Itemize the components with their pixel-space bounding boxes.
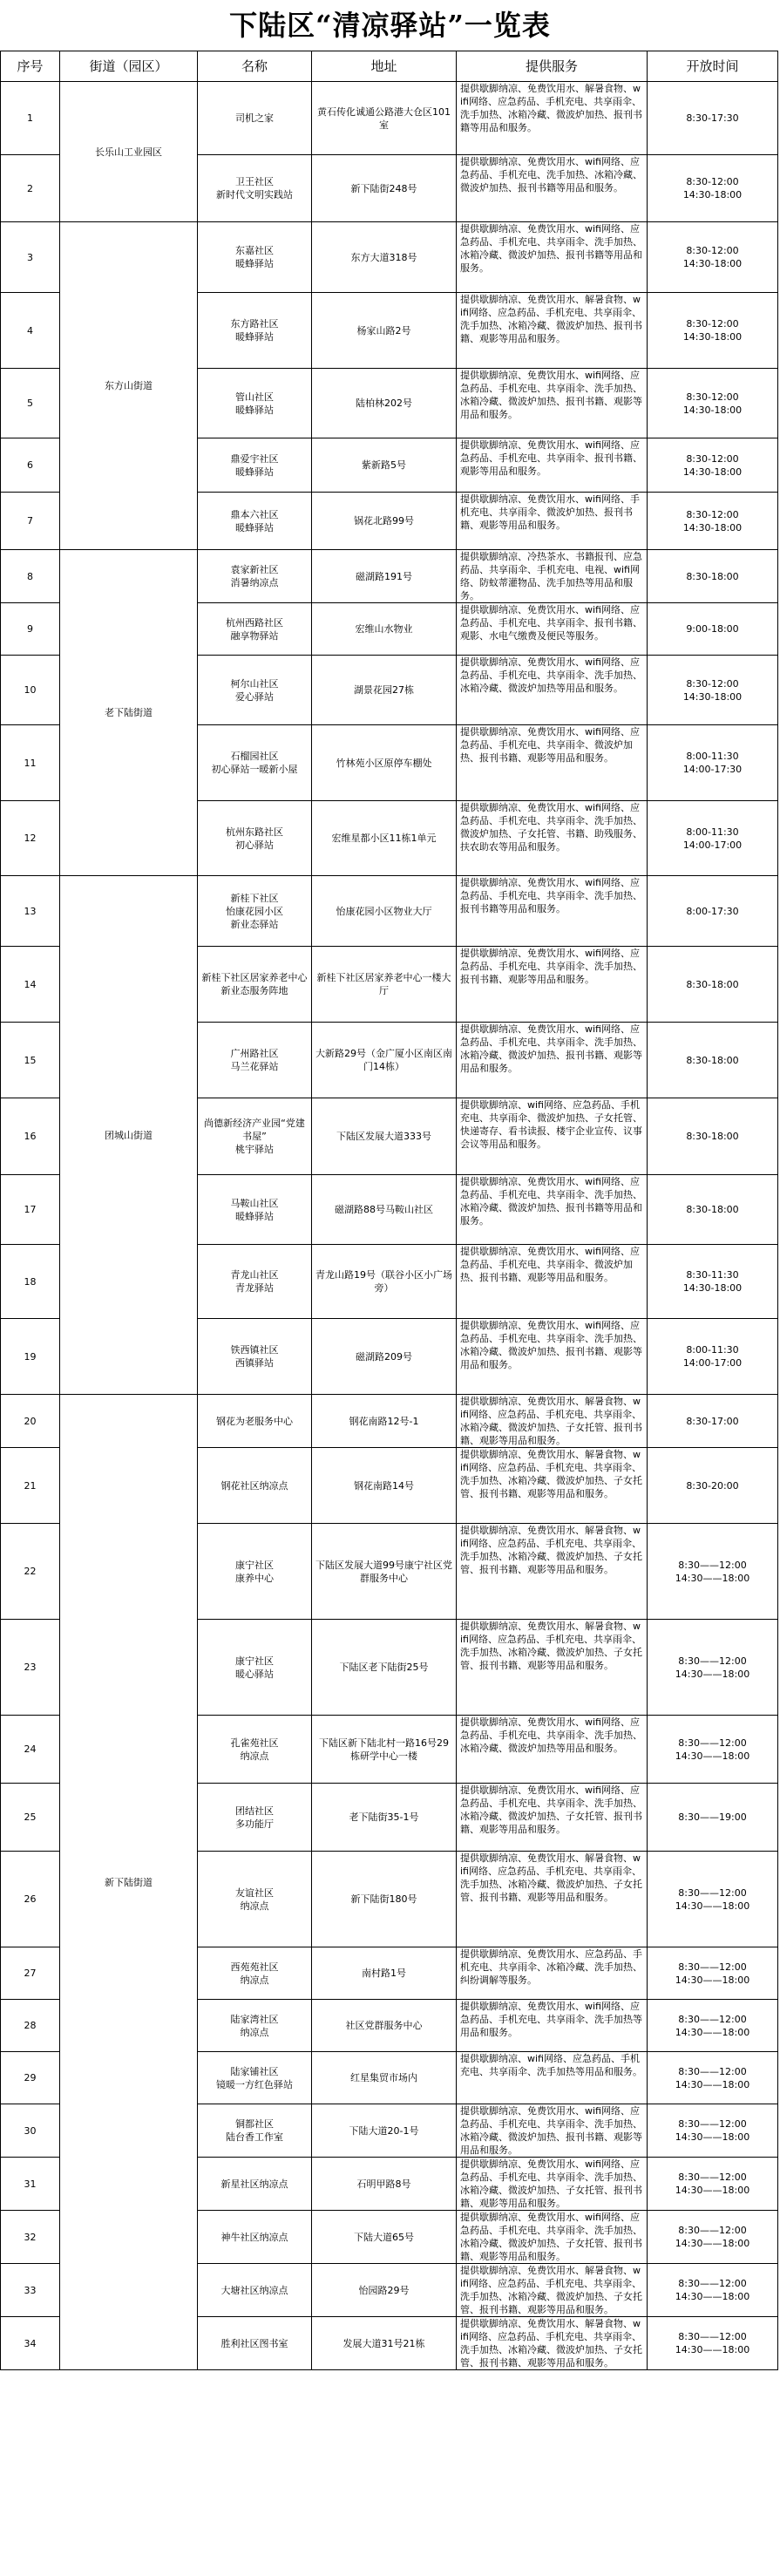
- name-cell: 袁家新社区 消暑纳凉点: [198, 550, 312, 603]
- row-number-cell: 27: [1, 1947, 60, 2000]
- table-body: [1, 82, 778, 2370]
- address-cell: 大新路29号（金广厦小区南区南门14栋）: [312, 1023, 457, 1098]
- service-cell: 提供歇脚纳凉、免费饮用水、解暑食物、wifi网络、应急药品、手机充电、共享雨伞、洗手加热、冰箱冷藏、微波炉加热、子女托管、报刊书籍、观影等用品和服务。: [457, 2264, 648, 2317]
- address-cell: 湖景花园27栋: [312, 656, 457, 725]
- row-number-cell: 15: [1, 1023, 60, 1098]
- name-cell: 康宁社区 暖心驿站: [198, 1620, 312, 1716]
- row-number-cell: 4: [1, 293, 60, 369]
- name-cell: 神牛社区纳凉点: [198, 2211, 312, 2264]
- address-cell: 怡康花园小区物业大厅: [312, 876, 457, 947]
- hours-cell: 8:30-18:00: [648, 550, 778, 603]
- header-no: 序号: [1, 51, 60, 82]
- service-cell: 提供歇脚纳凉、免费饮用水、wifi网络、应急药品、手机充电、共享雨伞、洗手加热、冰箱冷藏、微波炉加热、报刊书籍、观影等用品和服务。: [457, 1023, 648, 1098]
- station-table: [0, 51, 778, 2370]
- header-row: [1, 51, 778, 82]
- hours-cell: 8:30-17:30: [648, 82, 778, 155]
- street-cell: 团城山街道: [60, 876, 198, 1395]
- row-number-cell: 10: [1, 656, 60, 725]
- table-row: [1, 550, 778, 603]
- address-cell: 钢花南路12号-1: [312, 1395, 457, 1448]
- address-cell: 杨家山路2号: [312, 293, 457, 369]
- address-cell: 下陆大道65号: [312, 2211, 457, 2264]
- address-cell: 南村路1号: [312, 1947, 457, 2000]
- hours-cell: 8:30-12:00 14:30-18:00: [648, 438, 778, 493]
- row-number-cell: 3: [1, 222, 60, 293]
- hours-cell: 8:00-17:30: [648, 876, 778, 947]
- name-cell: 新桂下社区居家养老中心新业态服务阵地: [198, 947, 312, 1023]
- hours-cell: 8:30——19:00: [648, 1784, 778, 1852]
- name-cell: 鼎爱宇社区 暖蜂驿站: [198, 438, 312, 493]
- row-number-cell: 18: [1, 1245, 60, 1319]
- service-cell: 提供歇脚纳凉、免费饮用水、wifi网络、应急药品、手机充电、共享雨伞、洗手加热、冰箱冷藏、微波炉加热等用品和服务。: [457, 656, 648, 725]
- hours-cell: 8:30-12:00 14:30-18:00: [648, 293, 778, 369]
- hours-cell: 8:00-11:30 14:00-17:30: [648, 725, 778, 801]
- address-cell: 黄石传化诚通公路港大仓区101室: [312, 82, 457, 155]
- name-cell: 卫王社区 新时代文明实践站: [198, 155, 312, 222]
- row-number-cell: 24: [1, 1716, 60, 1784]
- address-cell: 红星集贸市场内: [312, 2052, 457, 2104]
- hours-cell: 8:30——12:00 14:30——18:00: [648, 2317, 778, 2370]
- service-cell: 提供歇脚纳凉、免费饮用水、wifi网络、应急药品、手机充电、共享雨伞、报刊书籍、观影等用品和服务。: [457, 438, 648, 493]
- address-cell: 钢花南路14号: [312, 1448, 457, 1524]
- hours-cell: 8:30——12:00 14:30——18:00: [648, 1620, 778, 1716]
- row-number-cell: 7: [1, 493, 60, 550]
- name-cell: 新桂下社区 怡康花园小区 新业态驿站: [198, 876, 312, 947]
- name-cell: 胜利社区图书室: [198, 2317, 312, 2370]
- address-cell: 磁湖路209号: [312, 1319, 457, 1395]
- row-number-cell: 29: [1, 2052, 60, 2104]
- hours-cell: 8:30-18:00: [648, 1175, 778, 1245]
- hours-cell: 8:00-11:30 14:00-17:00: [648, 1319, 778, 1395]
- service-cell: 提供歇脚纳凉、免费饮用水、wifi网络、应急药品、手机充电、共享雨伞、洗手加热、冰箱冷藏、微波炉加热、子女托管、报刊书籍、观影等用品和服务。: [457, 2158, 648, 2211]
- row-number-cell: 25: [1, 1784, 60, 1852]
- street-cell: 新下陆街道: [60, 1395, 198, 2370]
- row-number-cell: 8: [1, 550, 60, 603]
- street-cell: 东方山街道: [60, 222, 198, 550]
- address-cell: 发展大道31号21栋: [312, 2317, 457, 2370]
- address-cell: 新下陆街248号: [312, 155, 457, 222]
- service-cell: 提供歇脚纳凉、免费饮用水、解暑食物、wifi网络、应急药品、手机充电、共享雨伞、洗手加热、冰箱冷藏、微波炉加热、子女托管、报刊书籍、观影等用品和服务。: [457, 2317, 648, 2370]
- name-cell: 钢花为老服务中心: [198, 1395, 312, 1448]
- service-cell: 提供歇脚纳凉、免费饮用水、应急药品、手机充电、共享雨伞、冰箱冷藏、洗手加热、纠纷调解等服务。: [457, 1947, 648, 2000]
- row-number-cell: 23: [1, 1620, 60, 1716]
- hours-cell: 8:30——12:00 14:30——18:00: [648, 2264, 778, 2317]
- row-number-cell: 14: [1, 947, 60, 1023]
- header-name: 名称: [198, 51, 312, 82]
- name-cell: 青龙山社区 青龙驿站: [198, 1245, 312, 1319]
- hours-cell: 8:30-12:00 14:30-18:00: [648, 493, 778, 550]
- name-cell: 东方路社区 暖蜂驿站: [198, 293, 312, 369]
- row-number-cell: 2: [1, 155, 60, 222]
- address-cell: 紫新路5号: [312, 438, 457, 493]
- service-cell: 提供歇脚纳凉、免费饮用水、wifi网络、应急药品、手机充电、共享雨伞、洗手加热等用品和服务。: [457, 2000, 648, 2052]
- name-cell: 东嘉社区 暖蜂驿站: [198, 222, 312, 293]
- service-cell: 提供歇脚纳凉、wifi网络、应急药品、手机充电、共享雨伞、微波炉加热、子女托管、快递寄存、看书读报、楼宇企业宣传、议事会议等用品和服务。: [457, 1098, 648, 1175]
- row-number-cell: 1: [1, 82, 60, 155]
- address-cell: 青龙山路19号（联谷小区小广场旁）: [312, 1245, 457, 1319]
- hours-cell: 8:30-11:30 14:30-18:00: [648, 1245, 778, 1319]
- street-cell: 长乐山工业园区: [60, 82, 198, 222]
- row-number-cell: 33: [1, 2264, 60, 2317]
- service-cell: 提供歇脚纳凉、免费饮用水、wifi网络、应急药品、手机充电、共享雨伞、报刊书籍、观影、水电气缴费及便民等服务。: [457, 603, 648, 656]
- table-row: [1, 876, 778, 947]
- name-cell: 康宁社区 康养中心: [198, 1524, 312, 1620]
- service-cell: 提供歇脚纳凉、wifi网络、应急药品、手机充电、共享雨伞、洗手加热等用品和服务。: [457, 2052, 648, 2104]
- service-cell: 提供歇脚纳凉、免费饮用水、wifi网络、应急药品、手机充电、共享雨伞、洗手加热、冰箱冷藏、微波炉加热等用品和服务。: [457, 1716, 648, 1784]
- table-row: [1, 1395, 778, 1448]
- service-cell: 提供歇脚纳凉、免费饮用水、wifi网络、应急药品、手机充电、共享雨伞、洗手加热、冰箱冷藏、微波炉加热、报刊书籍、观影等用品和服务。: [457, 1319, 648, 1395]
- header-hours: 开放时间: [648, 51, 778, 82]
- address-cell: 下陆区新下陆北村一路16号29栋研学中心一楼: [312, 1716, 457, 1784]
- service-cell: 提供歇脚纳凉、免费饮用水、wifi网络、应急药品、手机充电、共享雨伞、洗手加热、冰箱冷藏、微波炉加热、子女托管、报刊书籍、观影等用品和服务。: [457, 1784, 648, 1852]
- address-cell: 竹林苑小区原停车棚处: [312, 725, 457, 801]
- row-number-cell: 26: [1, 1852, 60, 1947]
- service-cell: 提供歇脚纳凉、免费饮用水、wifi网络、应急药品、手机充电、洗手加热、冰箱冷藏、微波炉加热、报刊书籍等用品和服务。: [457, 155, 648, 222]
- name-cell: 广州路社区 马兰花驿站: [198, 1023, 312, 1098]
- address-cell: 下陆区发展大道333号: [312, 1098, 457, 1175]
- page-title: 下陆区“清凉驿站”一览表: [229, 9, 551, 42]
- row-number-cell: 34: [1, 2317, 60, 2370]
- name-cell: 孔雀苑社区 纳凉点: [198, 1716, 312, 1784]
- hours-cell: 8:30-12:00 14:30-18:00: [648, 369, 778, 438]
- address-cell: 宏维山水物业: [312, 603, 457, 656]
- address-cell: 锅花北路99号: [312, 493, 457, 550]
- name-cell: 铁西镇社区 西镇驿站: [198, 1319, 312, 1395]
- street-cell: 老下陆街道: [60, 550, 198, 876]
- name-cell: 陆家铺社区 镜暖一方红色驿站: [198, 2052, 312, 2104]
- name-cell: 西苑苑社区 纳凉点: [198, 1947, 312, 2000]
- name-cell: 陆家湾社区 纳凉点: [198, 2000, 312, 2052]
- name-cell: 马鞍山社区 暖蜂驿站: [198, 1175, 312, 1245]
- service-cell: 提供歇脚纳凉、免费饮用水、wifi网络、应急药品、手机充电、共享雨伞、洗手加热、报刊书籍、观影等用品和服务。: [457, 947, 648, 1023]
- address-cell: 社区党群服务中心: [312, 2000, 457, 2052]
- name-cell: 杭州东路社区 初心驿站: [198, 801, 312, 876]
- hours-cell: 8:30-20:00: [648, 1448, 778, 1524]
- hours-cell: 8:30——12:00 14:30——18:00: [648, 2211, 778, 2264]
- row-number-cell: 21: [1, 1448, 60, 1524]
- row-number-cell: 20: [1, 1395, 60, 1448]
- hours-cell: 8:30-12:00 14:30-18:00: [648, 656, 778, 725]
- address-cell: 东方大道318号: [312, 222, 457, 293]
- hours-cell: 9:00-18:00: [648, 603, 778, 656]
- address-cell: 怡园路29号: [312, 2264, 457, 2317]
- address-cell: 石明甲路8号: [312, 2158, 457, 2211]
- row-number-cell: 32: [1, 2211, 60, 2264]
- address-cell: 新下陆街180号: [312, 1852, 457, 1947]
- name-cell: 友谊社区 纳凉点: [198, 1852, 312, 1947]
- hours-cell: 8:30-12:00 14:30-18:00: [648, 155, 778, 222]
- address-cell: 下陆区发展大道99号康宁社区党群服务中心: [312, 1524, 457, 1620]
- row-number-cell: 5: [1, 369, 60, 438]
- service-cell: 提供歇脚纳凉、免费饮用水、解暑食物、wifi网络、应急药品、手机充电、共享雨伞、洗手加热、冰箱冷藏、微波炉加热、子女托管、报刊书籍、观影等用品和服务。: [457, 1448, 648, 1524]
- address-cell: 磁湖路88号马鞍山社区: [312, 1175, 457, 1245]
- hours-cell: 8:30-18:00: [648, 947, 778, 1023]
- row-number-cell: 11: [1, 725, 60, 801]
- row-number-cell: 6: [1, 438, 60, 493]
- service-cell: 提供歇脚纳凉、免费饮用水、wifi网络、应急药品、手机充电、共享雨伞、洗手加热、冰箱冷藏、微波炉加热、报刊书籍等用品和服务。: [457, 222, 648, 293]
- service-cell: 提供歇脚纳凉、免费饮用水、wifi网络、应急药品、手机充电、共享雨伞、洗手加热、冰箱冷藏、微波炉加热、报刊书籍、观影等用品和服务。: [457, 2104, 648, 2158]
- service-cell: 提供歇脚纳凉、免费饮用水、wifi网络、应急药品、手机充电、共享雨伞、洗手加热、冰箱冷藏、微波炉加热、报刊书籍、观影等用品和服务。: [457, 369, 648, 438]
- service-cell: 提供歇脚纳凉、免费饮用水、解暑食物、wifi网络、应急药品、手机充电、共享雨伞、洗手加热、冰箱冷藏、微波炉加热、子女托管、报刊书籍、观影等用品和服务。: [457, 1852, 648, 1947]
- hours-cell: 8:30——12:00 14:30——18:00: [648, 2104, 778, 2158]
- name-cell: 团结社区 多功能厅: [198, 1784, 312, 1852]
- name-cell: 新星社区纳凉点: [198, 2158, 312, 2211]
- service-cell: 提供歇脚纳凉、免费饮用水、解暑食物、wifi网络、应急药品、手机充电、共享雨伞、冰箱冷藏、微波炉加热、子女托管、报刊书籍、观影等用品和服务。: [457, 1395, 648, 1448]
- service-cell: 提供歇脚纳凉、免费饮用水、wifi网络、应急药品、手机充电、共享雨伞、洗手加热、微波炉加热、子女托管、书籍、助残服务、扶农助农等用品和服务。: [457, 801, 648, 876]
- hours-cell: 8:30——12:00 14:30——18:00: [648, 1524, 778, 1620]
- service-cell: 提供歇脚纳凉、免费饮用水、wifi网络、应急药品、手机充电、共享雨伞、洗手加热、冰箱冷藏、微波炉加热、子女托管、报刊书籍、观影等用品和服务。: [457, 2211, 648, 2264]
- address-cell: 磁湖路191号: [312, 550, 457, 603]
- row-number-cell: 22: [1, 1524, 60, 1620]
- hours-cell: 8:30——12:00 14:30——18:00: [648, 2052, 778, 2104]
- name-cell: 石榴园社区 初心驿站一暖新小屋: [198, 725, 312, 801]
- header-address: 地址: [312, 51, 457, 82]
- table-row: [1, 82, 778, 155]
- row-number-cell: 30: [1, 2104, 60, 2158]
- name-cell: 铜都社区 陆台香工作室: [198, 2104, 312, 2158]
- row-number-cell: 19: [1, 1319, 60, 1395]
- hours-cell: 8:30——12:00 14:30——18:00: [648, 1852, 778, 1947]
- name-cell: 杭州西路社区 融享物驿站: [198, 603, 312, 656]
- hours-cell: 8:30——12:00 14:30——18:00: [648, 2158, 778, 2211]
- hours-cell: 8:00-11:30 14:00-17:00: [648, 801, 778, 876]
- address-cell: 宏维星都小区11栋1单元: [312, 801, 457, 876]
- row-number-cell: 12: [1, 801, 60, 876]
- hours-cell: 8:30——12:00 14:30——18:00: [648, 1716, 778, 1784]
- address-cell: 下陆区老下陆街25号: [312, 1620, 457, 1716]
- row-number-cell: 17: [1, 1175, 60, 1245]
- hours-cell: 8:30-18:00: [648, 1098, 778, 1175]
- hours-cell: 8:30——12:00 14:30——18:00: [648, 1947, 778, 2000]
- service-cell: 提供歇脚纳凉、免费饮用水、解暑食物、wifi网络、应急药品、手机充电、共享雨伞、洗手加热、冰箱冷藏、微波炉加热、子女托管、报刊书籍、观影等用品和服务。: [457, 1620, 648, 1716]
- address-cell: 下陆大道20-1号: [312, 2104, 457, 2158]
- address-cell: 陆柏林202号: [312, 369, 457, 438]
- name-cell: 大塘社区纳凉点: [198, 2264, 312, 2317]
- name-cell: 尚德新经济产业园“党建书屋” 桃宇驿站: [198, 1098, 312, 1175]
- name-cell: 管山社区 暖蜂驿站: [198, 369, 312, 438]
- service-cell: 提供歇脚纳凉、免费饮用水、wifi网络、应急药品、手机充电、共享雨伞、洗手加热、报刊书籍等用品和服务。: [457, 876, 648, 947]
- row-number-cell: 13: [1, 876, 60, 947]
- service-cell: 提供歇脚纳凉、免费饮用水、解暑食物、wifi网络、应急药品、手机充电、共享雨伞、洗手加热、冰箱冷藏、微波炉加热、报刊书籍等用品和服务。: [457, 82, 648, 155]
- row-number-cell: 28: [1, 2000, 60, 2052]
- header-service: 提供服务: [457, 51, 648, 82]
- name-cell: 钢花社区纳凉点: [198, 1448, 312, 1524]
- service-cell: 提供歇脚纳凉、冷热茶水、书籍报刊、应急药品、共享雨伞、手机充电、电视、wifi网络、防蚊蒂灌物品、洗手加热等用品和服务。: [457, 550, 648, 603]
- hours-cell: 8:30——12:00 14:30——18:00: [648, 2000, 778, 2052]
- hours-cell: 8:30-17:00: [648, 1395, 778, 1448]
- name-cell: 柯尔山社区 爱心驿站: [198, 656, 312, 725]
- address-cell: 老下陆街35-1号: [312, 1784, 457, 1852]
- row-number-cell: 16: [1, 1098, 60, 1175]
- row-number-cell: 9: [1, 603, 60, 656]
- hours-cell: 8:30-18:00: [648, 1023, 778, 1098]
- hours-cell: 8:30-12:00 14:30-18:00: [648, 222, 778, 293]
- service-cell: 提供歇脚纳凉、免费饮用水、wifi网络、应急药品、手机充电、共享雨伞、微波炉加热、报刊书籍、观影等用品和服务。: [457, 725, 648, 801]
- address-cell: 新桂下社区居家养老中心一楼大厅: [312, 947, 457, 1023]
- service-cell: 提供歇脚纳凉、免费饮用水、wifi网络、手机充电、共享雨伞、微波炉加热、报刊书籍、观影等用品和服务。: [457, 493, 648, 550]
- name-cell: 鼎本六社区 暖蜂驿站: [198, 493, 312, 550]
- service-cell: 提供歇脚纳凉、免费饮用水、解暑食物、wifi网络、应急药品、手机充电、共享雨伞、洗手加热、冰箱冷藏、微波炉加热、子女托管、报刊书籍、观影等用品和服务。: [457, 1524, 648, 1620]
- row-number-cell: 31: [1, 2158, 60, 2211]
- service-cell: 提供歇脚纳凉、免费饮用水、解暑食物、wifi网络、应急药品、手机充电、共享雨伞、洗手加热、冰箱冷藏、微波炉加热、报刊书籍、观影等用品和服务。: [457, 293, 648, 369]
- service-cell: 提供歇脚纳凉、免费饮用水、wifi网络、应急药品、手机充电、共享雨伞、洗手加热、冰箱冷藏、微波炉加热、报刊书籍等用品和服务。: [457, 1175, 648, 1245]
- header-street: 街道（园区）: [60, 51, 198, 82]
- service-cell: 提供歇脚纳凉、免费饮用水、wifi网络、应急药品、手机充电、共享雨伞、微波炉加热、报刊书籍、观影等用品和服务。: [457, 1245, 648, 1319]
- table-row: [1, 222, 778, 293]
- name-cell: 司机之家: [198, 82, 312, 155]
